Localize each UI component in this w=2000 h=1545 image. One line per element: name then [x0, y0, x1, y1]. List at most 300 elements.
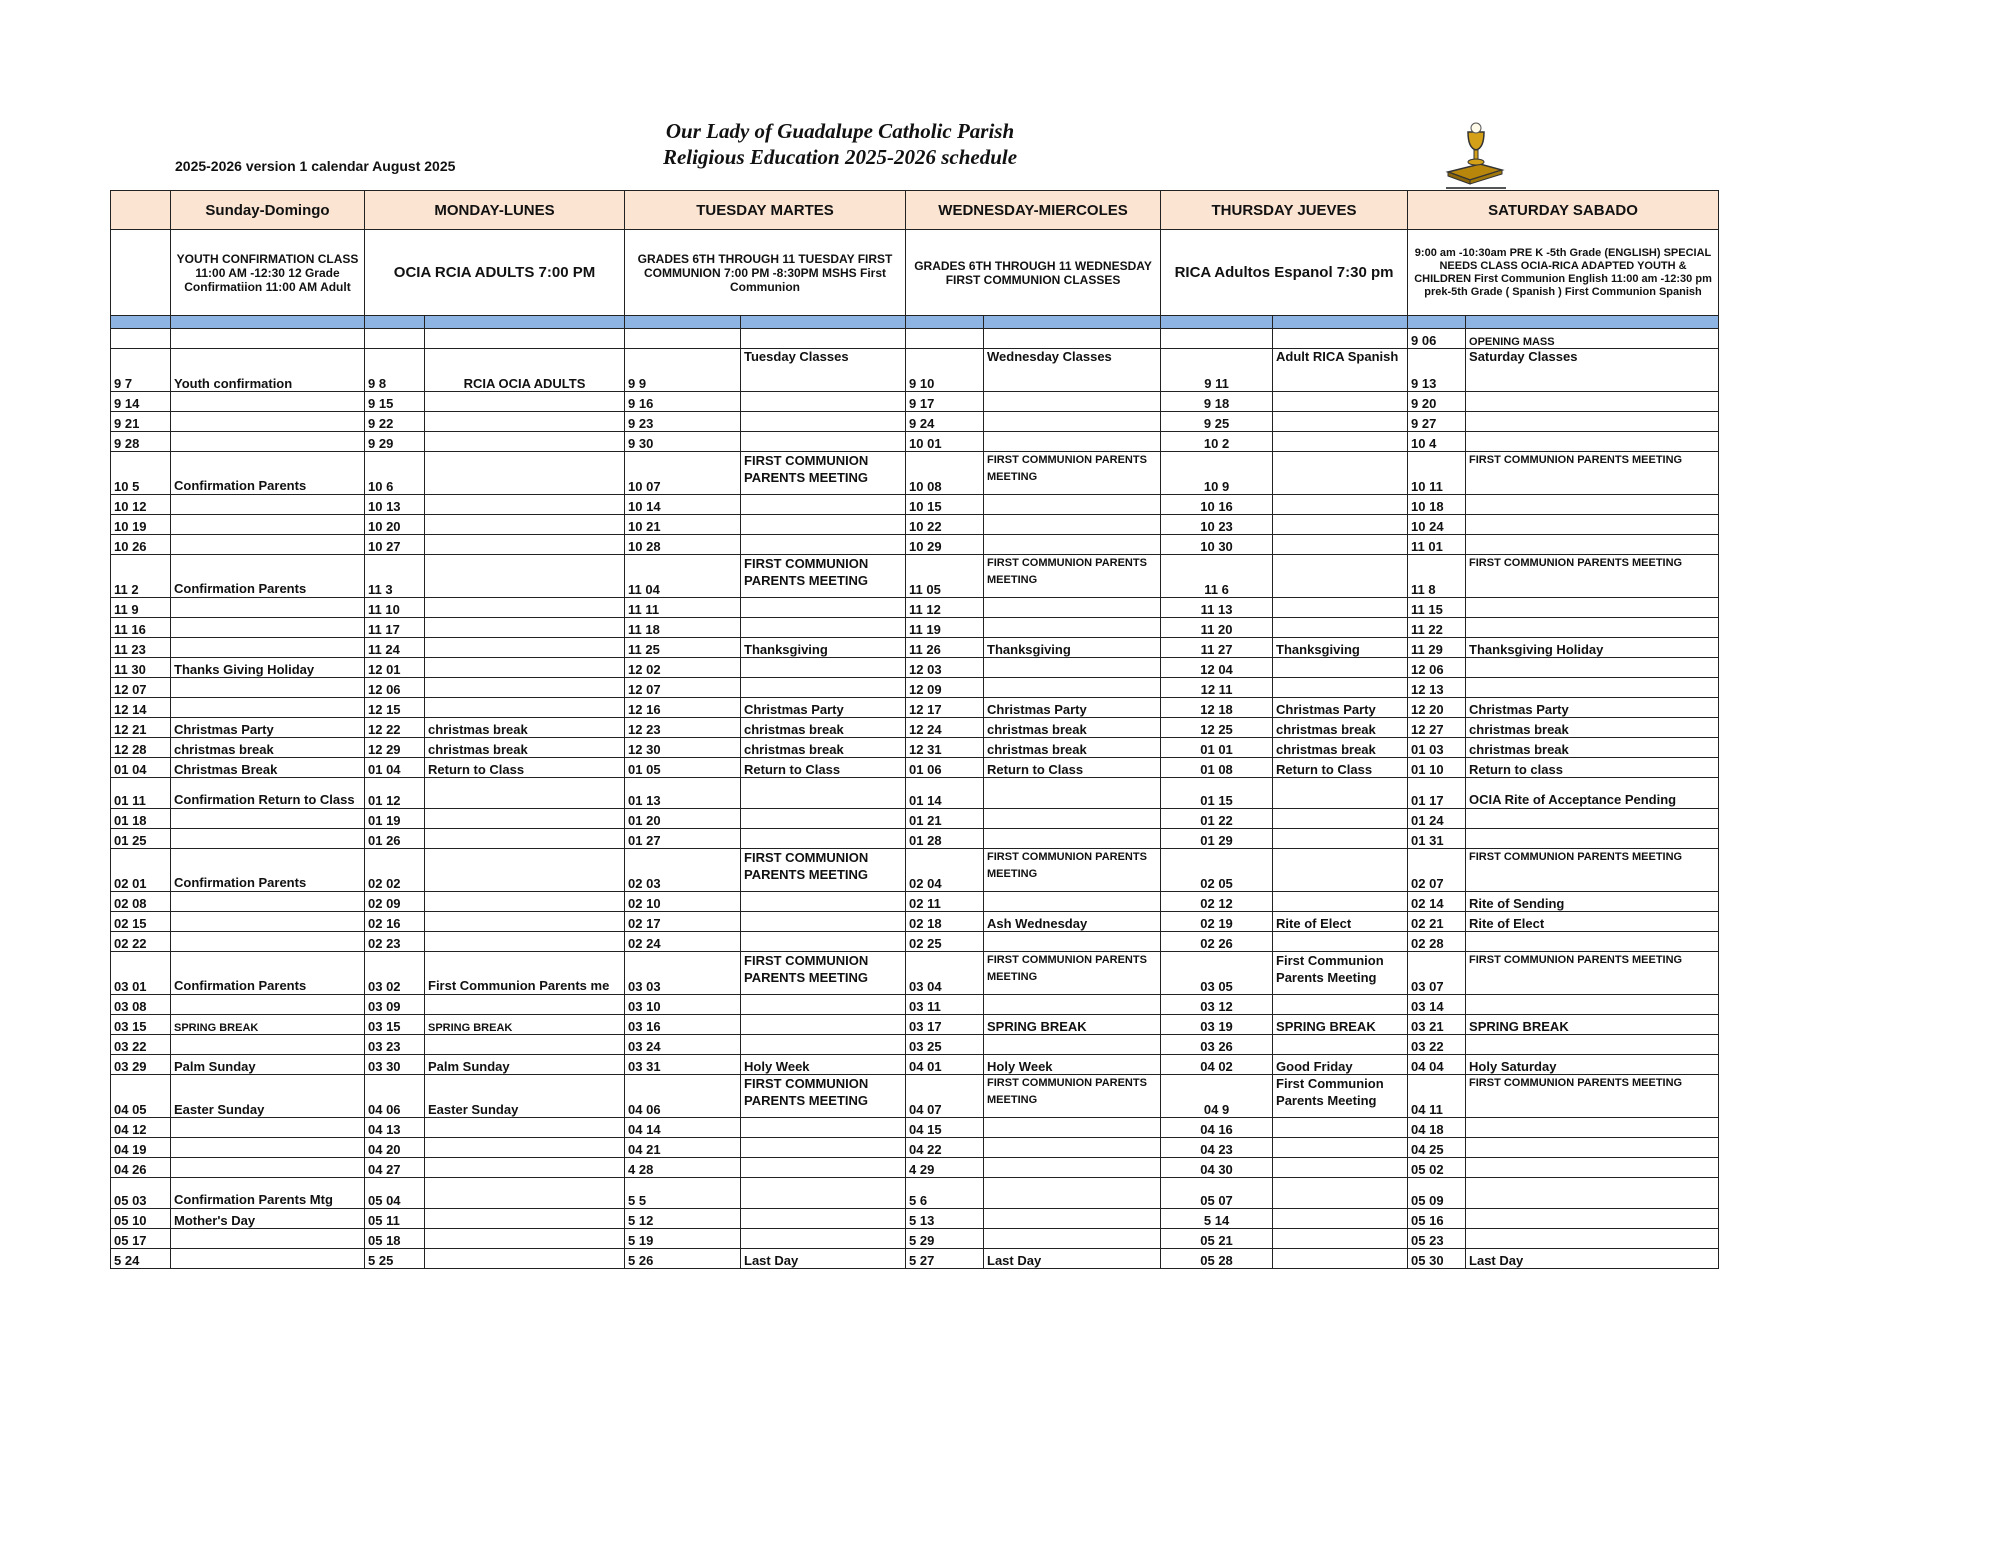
date-cell-tuesday: 12 02 [625, 658, 741, 678]
date-cell-tuesday: 03 31 [625, 1055, 741, 1075]
event-cell-tuesday [741, 392, 906, 412]
event-cell-monday [425, 892, 625, 912]
date-cell-saturday: 11 8 [1408, 555, 1466, 598]
date-cell-saturday: 01 10 [1408, 758, 1466, 778]
date-cell-thursday: 04 23 [1161, 1138, 1273, 1158]
date-cell-monday: 03 09 [365, 995, 425, 1015]
date-cell-wednesday: 01 06 [906, 758, 984, 778]
event-cell-monday [425, 1118, 625, 1138]
table-row [111, 452, 1719, 495]
event-cell-sunday [171, 698, 365, 718]
date-cell-wednesday: 02 25 [906, 932, 984, 952]
event-cell-sunday: Confirmation Parents [171, 849, 365, 892]
header-row [111, 191, 1719, 230]
event-cell-wednesday [984, 535, 1161, 555]
event-cell-wednesday [984, 809, 1161, 829]
event-cell-saturday [1466, 1118, 1719, 1138]
event-cell-thursday [1273, 452, 1408, 495]
date-cell-wednesday: 04 01 [906, 1055, 984, 1075]
event-cell-thursday [1273, 658, 1408, 678]
date-cell-monday: 9 8 [365, 349, 425, 392]
date-cell-saturday: 12 06 [1408, 658, 1466, 678]
event-cell-saturday: Rite of Sending [1466, 892, 1719, 912]
event-cell-tuesday [741, 495, 906, 515]
date-cell-tuesday: 02 17 [625, 912, 741, 932]
date-cell-wednesday: 12 09 [906, 678, 984, 698]
table-row [111, 555, 1719, 598]
event-cell-saturday [1466, 1158, 1719, 1178]
date-cell-monday: 11 3 [365, 555, 425, 598]
table-row [111, 829, 1719, 849]
event-cell-monday: RCIA OCIA ADULTS [425, 349, 625, 392]
table-row [111, 1055, 1719, 1075]
event-cell-tuesday [741, 778, 906, 809]
event-cell-tuesday [741, 1178, 906, 1209]
event-cell-thursday [1273, 495, 1408, 515]
date-cell-tuesday: 4 28 [625, 1158, 741, 1178]
event-cell-tuesday [741, 932, 906, 952]
date-cell-saturday: 02 28 [1408, 932, 1466, 952]
date-cell-sunday: 11 30 [111, 658, 171, 678]
date-cell-monday: 10 6 [365, 452, 425, 495]
table-row [111, 392, 1719, 412]
schedule-table [110, 190, 1719, 1269]
date-cell-saturday: 01 17 [1408, 778, 1466, 809]
event-cell-monday [425, 392, 625, 412]
date-cell-sunday: 11 9 [111, 598, 171, 618]
event-cell-sunday [171, 412, 365, 432]
date-cell-tuesday: 9 23 [625, 412, 741, 432]
date-cell-wednesday: 01 21 [906, 809, 984, 829]
date-cell-tuesday: 11 25 [625, 638, 741, 658]
date-cell-monday: 01 04 [365, 758, 425, 778]
event-cell-saturday: FIRST COMMUNION PARENTS MEETING [1466, 1075, 1719, 1118]
date-cell-saturday: 01 03 [1408, 738, 1466, 758]
date-cell-wednesday: 03 11 [906, 995, 984, 1015]
event-cell-thursday [1273, 392, 1408, 412]
date-cell-sunday: 02 01 [111, 849, 171, 892]
date-cell-thursday: 12 11 [1161, 678, 1273, 698]
event-cell-monday: christmas break [425, 738, 625, 758]
date-cell-saturday: 10 18 [1408, 495, 1466, 515]
event-cell-wednesday [984, 392, 1161, 412]
date-cell-tuesday: 02 03 [625, 849, 741, 892]
date-cell-sunday: 9 7 [111, 349, 171, 392]
date-cell-tuesday: 5 12 [625, 1209, 741, 1229]
date-cell-monday: 01 19 [365, 809, 425, 829]
event-cell-wednesday [984, 1158, 1161, 1178]
table-row [111, 349, 1719, 392]
date-cell-sunday: 9 28 [111, 432, 171, 452]
event-cell-tuesday [741, 912, 906, 932]
date-cell-sunday: 04 26 [111, 1158, 171, 1178]
event-cell-monday [425, 555, 625, 598]
event-cell-monday [425, 995, 625, 1015]
date-cell-wednesday: 10 22 [906, 515, 984, 535]
event-cell-wednesday [984, 432, 1161, 452]
event-cell-saturday: Return to class [1466, 758, 1719, 778]
date-cell-wednesday: 11 19 [906, 618, 984, 638]
date-cell-sunday: 10 26 [111, 535, 171, 555]
date-cell-sunday: 11 23 [111, 638, 171, 658]
event-cell-monday [425, 1178, 625, 1209]
event-cell-monday [425, 1158, 625, 1178]
date-cell-tuesday: 03 10 [625, 995, 741, 1015]
date-cell-wednesday: 02 11 [906, 892, 984, 912]
event-cell-sunday: Thanks Giving Holiday [171, 658, 365, 678]
event-cell-thursday: Return to Class [1273, 758, 1408, 778]
date-cell-thursday: 05 07 [1161, 1178, 1273, 1209]
event-cell-wednesday [984, 678, 1161, 698]
event-cell-wednesday [984, 1118, 1161, 1138]
event-cell-thursday [1273, 1178, 1408, 1209]
event-cell-saturday: Last Day [1466, 1249, 1719, 1269]
event-cell-sunday [171, 495, 365, 515]
version-note: 2025-2026 version 1 calendar August 2025 [175, 158, 456, 174]
event-cell-tuesday [741, 535, 906, 555]
event-cell-saturday: OPENING MASS [1466, 329, 1719, 349]
date-cell-thursday: 5 14 [1161, 1209, 1273, 1229]
date-cell-sunday: 01 11 [111, 778, 171, 809]
event-cell-thursday: Christmas Party [1273, 698, 1408, 718]
event-cell-tuesday: Holy Week [741, 1055, 906, 1075]
table-row [111, 432, 1719, 452]
event-cell-thursday [1273, 515, 1408, 535]
header-wednesday: WEDNESDAY-MIERCOLES [906, 191, 1161, 230]
event-cell-thursday [1273, 1209, 1408, 1229]
date-cell-thursday: 10 23 [1161, 515, 1273, 535]
table-row [111, 535, 1719, 555]
event-cell-sunday [171, 1229, 365, 1249]
date-cell-thursday: 02 12 [1161, 892, 1273, 912]
event-cell-tuesday [741, 618, 906, 638]
date-cell-wednesday: 9 10 [906, 349, 984, 392]
desc-saturday: 9:00 am -10:30am PRE K -5th Grade (ENGLISH) SPECIAL NEEDS CLASS OCIA-RICA ADAPTED YOUTH & CHILDREN First Communion English 11:00 am -12:30 pm prek-5th Grade ( Spanish ) First Communion Spanish [1408, 230, 1719, 316]
event-cell-saturday: SPRING BREAK [1466, 1015, 1719, 1035]
event-cell-sunday [171, 1249, 365, 1269]
event-cell-saturday [1466, 392, 1719, 412]
date-cell-monday: 9 15 [365, 392, 425, 412]
event-cell-wednesday: christmas break [984, 718, 1161, 738]
date-cell-tuesday: 11 04 [625, 555, 741, 598]
event-cell-monday [425, 638, 625, 658]
event-cell-sunday [171, 1138, 365, 1158]
date-cell-sunday: 01 25 [111, 829, 171, 849]
event-cell-saturday [1466, 658, 1719, 678]
date-cell-saturday: 11 29 [1408, 638, 1466, 658]
date-cell-monday: 10 27 [365, 535, 425, 555]
event-cell-saturday: christmas break [1466, 738, 1719, 758]
date-cell-thursday: 04 30 [1161, 1158, 1273, 1178]
event-cell-thursday: christmas break [1273, 718, 1408, 738]
event-cell-sunday: Easter Sunday [171, 1075, 365, 1118]
table-row [111, 329, 1719, 349]
date-cell-thursday: 04 16 [1161, 1118, 1273, 1138]
date-cell-thursday: 02 19 [1161, 912, 1273, 932]
date-cell-sunday: 01 18 [111, 809, 171, 829]
event-cell-wednesday: FIRST COMMUNION PARENTS MEETING [984, 1075, 1161, 1118]
event-cell-monday: Easter Sunday [425, 1075, 625, 1118]
event-cell-wednesday: FIRST COMMUNION PARENTS MEETING [984, 555, 1161, 598]
event-cell-monday [425, 778, 625, 809]
table-row [111, 1249, 1719, 1269]
table-row [111, 738, 1719, 758]
date-cell-wednesday: 5 13 [906, 1209, 984, 1229]
date-cell-tuesday: 04 06 [625, 1075, 741, 1118]
event-cell-monday [425, 932, 625, 952]
date-cell-sunday: 12 28 [111, 738, 171, 758]
date-cell-tuesday: 10 28 [625, 535, 741, 555]
date-cell-monday: 12 22 [365, 718, 425, 738]
table-row [111, 678, 1719, 698]
date-cell-tuesday: 01 20 [625, 809, 741, 829]
date-cell-tuesday: 11 11 [625, 598, 741, 618]
event-cell-thursday [1273, 995, 1408, 1015]
event-cell-sunday: Youth confirmation [171, 349, 365, 392]
event-cell-sunday: Confirmation Return to Class [171, 778, 365, 809]
event-cell-wednesday: FIRST COMMUNION PARENTS MEETING [984, 952, 1161, 995]
date-cell-monday: 02 02 [365, 849, 425, 892]
date-cell-wednesday: 03 25 [906, 1035, 984, 1055]
event-cell-monday [425, 598, 625, 618]
date-cell-monday: 10 20 [365, 515, 425, 535]
table-row [111, 718, 1719, 738]
date-cell-wednesday: 02 18 [906, 912, 984, 932]
table-row [111, 1035, 1719, 1055]
event-cell-saturday [1466, 995, 1719, 1015]
date-cell-monday: 04 27 [365, 1158, 425, 1178]
date-cell-sunday: 05 17 [111, 1229, 171, 1249]
date-cell-saturday: 02 14 [1408, 892, 1466, 912]
event-cell-sunday: christmas break [171, 738, 365, 758]
event-cell-tuesday [741, 432, 906, 452]
date-cell-tuesday: 02 24 [625, 932, 741, 952]
event-cell-monday [425, 1229, 625, 1249]
event-cell-wednesday: SPRING BREAK [984, 1015, 1161, 1035]
date-cell-saturday: 12 13 [1408, 678, 1466, 698]
event-cell-wednesday: Ash Wednesday [984, 912, 1161, 932]
date-cell-tuesday: 9 30 [625, 432, 741, 452]
date-cell-monday: 02 16 [365, 912, 425, 932]
event-cell-monday [425, 1209, 625, 1229]
event-cell-wednesday: FIRST COMMUNION PARENTS MEETING [984, 849, 1161, 892]
date-cell-thursday: 11 20 [1161, 618, 1273, 638]
date-cell-monday: 04 20 [365, 1138, 425, 1158]
date-cell-wednesday: 03 04 [906, 952, 984, 995]
date-cell-wednesday: 03 17 [906, 1015, 984, 1035]
date-cell-wednesday: 9 24 [906, 412, 984, 432]
date-cell-monday: 11 10 [365, 598, 425, 618]
date-cell-monday: 11 24 [365, 638, 425, 658]
date-cell-thursday: 04 9 [1161, 1075, 1273, 1118]
header-monday: MONDAY-LUNES [365, 191, 625, 230]
table-row [111, 758, 1719, 778]
event-cell-wednesday [984, 515, 1161, 535]
table-row [111, 1015, 1719, 1035]
event-cell-sunday [171, 892, 365, 912]
date-cell-monday: 04 06 [365, 1075, 425, 1118]
date-cell-sunday: 11 2 [111, 555, 171, 598]
event-cell-sunday [171, 932, 365, 952]
date-cell-wednesday: 04 15 [906, 1118, 984, 1138]
table-row [111, 849, 1719, 892]
header-saturday: SATURDAY SABADO [1408, 191, 1719, 230]
table-row [111, 952, 1719, 995]
date-cell-sunday: 03 08 [111, 995, 171, 1015]
date-cell-thursday: 03 05 [1161, 952, 1273, 995]
date-cell-monday: 12 01 [365, 658, 425, 678]
event-cell-wednesday [984, 1178, 1161, 1209]
event-cell-saturday [1466, 515, 1719, 535]
date-cell-thursday: 12 18 [1161, 698, 1273, 718]
date-cell-saturday: 9 27 [1408, 412, 1466, 432]
event-cell-saturday [1466, 412, 1719, 432]
date-cell-sunday: 04 19 [111, 1138, 171, 1158]
event-cell-sunday: Mother's Day [171, 1209, 365, 1229]
event-cell-thursday [1273, 329, 1408, 349]
event-cell-monday: Return to Class [425, 758, 625, 778]
date-cell-monday: 03 23 [365, 1035, 425, 1055]
date-cell-tuesday: 12 23 [625, 718, 741, 738]
date-cell-tuesday: 10 07 [625, 452, 741, 495]
event-cell-saturday: OCIA Rite of Acceptance Pending [1466, 778, 1719, 809]
date-cell-sunday: 03 01 [111, 952, 171, 995]
date-cell-sunday: 04 12 [111, 1118, 171, 1138]
date-cell-tuesday: 11 18 [625, 618, 741, 638]
event-cell-monday [425, 912, 625, 932]
event-cell-saturday [1466, 432, 1719, 452]
date-cell-sunday [111, 329, 171, 349]
event-cell-tuesday: Return to Class [741, 758, 906, 778]
description-row [111, 230, 1719, 316]
header-tuesday: TUESDAY MARTES [625, 191, 906, 230]
event-cell-wednesday [984, 995, 1161, 1015]
date-cell-sunday: 02 22 [111, 932, 171, 952]
event-cell-wednesday [984, 412, 1161, 432]
table-row [111, 1229, 1719, 1249]
date-cell-saturday: 10 24 [1408, 515, 1466, 535]
date-cell-monday: 02 23 [365, 932, 425, 952]
table-row [111, 495, 1719, 515]
table-row [111, 658, 1719, 678]
event-cell-tuesday [741, 995, 906, 1015]
event-cell-thursday: SPRING BREAK [1273, 1015, 1408, 1035]
event-cell-monday [425, 618, 625, 638]
event-cell-sunday [171, 618, 365, 638]
date-cell-wednesday: 04 07 [906, 1075, 984, 1118]
date-cell-saturday: 04 04 [1408, 1055, 1466, 1075]
event-cell-wednesday: Holy Week [984, 1055, 1161, 1075]
date-cell-sunday: 10 12 [111, 495, 171, 515]
table-row [111, 515, 1719, 535]
date-cell-wednesday: 04 22 [906, 1138, 984, 1158]
date-cell-saturday: 10 11 [1408, 452, 1466, 495]
date-cell-tuesday: 04 21 [625, 1138, 741, 1158]
event-cell-sunday [171, 535, 365, 555]
event-cell-tuesday [741, 1118, 906, 1138]
date-cell-tuesday: 10 21 [625, 515, 741, 535]
date-cell-thursday: 03 19 [1161, 1015, 1273, 1035]
date-cell-monday: 03 02 [365, 952, 425, 995]
date-cell-thursday: 11 6 [1161, 555, 1273, 598]
event-cell-thursday [1273, 809, 1408, 829]
event-cell-wednesday [984, 829, 1161, 849]
event-cell-saturday [1466, 535, 1719, 555]
event-cell-monday [425, 452, 625, 495]
event-cell-thursday [1273, 932, 1408, 952]
event-cell-wednesday [984, 329, 1161, 349]
date-cell-monday: 12 29 [365, 738, 425, 758]
date-cell-monday: 01 12 [365, 778, 425, 809]
date-cell-monday: 11 17 [365, 618, 425, 638]
event-cell-thursday [1273, 778, 1408, 809]
event-cell-saturday [1466, 598, 1719, 618]
event-cell-sunday: Christmas Party [171, 718, 365, 738]
date-cell-monday: 12 06 [365, 678, 425, 698]
event-cell-sunday: SPRING BREAK [171, 1015, 365, 1035]
event-cell-saturday: Christmas Party [1466, 698, 1719, 718]
event-cell-saturday: Thanksgiving Holiday [1466, 638, 1719, 658]
event-cell-sunday: Confirmation Parents [171, 952, 365, 995]
event-cell-wednesday [984, 932, 1161, 952]
date-cell-wednesday: 9 17 [906, 392, 984, 412]
event-cell-tuesday [741, 829, 906, 849]
event-cell-sunday: Palm Sunday [171, 1055, 365, 1075]
event-cell-wednesday: Wednesday Classes [984, 349, 1161, 392]
date-cell-saturday: 12 20 [1408, 698, 1466, 718]
event-cell-tuesday: christmas break [741, 738, 906, 758]
table-row [111, 698, 1719, 718]
event-cell-monday [425, 412, 625, 432]
date-cell-wednesday: 4 29 [906, 1158, 984, 1178]
divider-row [111, 316, 1719, 329]
event-cell-saturday [1466, 1178, 1719, 1209]
date-cell-wednesday: 5 29 [906, 1229, 984, 1249]
desc-tuesday: GRADES 6TH THROUGH 11 TUESDAY FIRST COMMUNION 7:00 PM -8:30PM MSHS First Communion [625, 230, 906, 316]
date-cell-monday: 5 25 [365, 1249, 425, 1269]
event-cell-wednesday [984, 1209, 1161, 1229]
date-cell-sunday: 10 5 [111, 452, 171, 495]
event-cell-thursday: Rite of Elect [1273, 912, 1408, 932]
table-row [111, 618, 1719, 638]
date-cell-thursday: 04 02 [1161, 1055, 1273, 1075]
event-cell-wednesday: FIRST COMMUNION PARENTS MEETING [984, 452, 1161, 495]
date-cell-tuesday: 03 03 [625, 952, 741, 995]
date-cell-sunday: 02 15 [111, 912, 171, 932]
event-cell-sunday [171, 995, 365, 1015]
date-cell-monday: 01 26 [365, 829, 425, 849]
event-cell-wednesday [984, 618, 1161, 638]
event-cell-sunday: Confirmation Parents Mtg [171, 1178, 365, 1209]
date-cell-saturday: 11 22 [1408, 618, 1466, 638]
event-cell-sunday: Confirmation Parents [171, 452, 365, 495]
date-cell-wednesday: 12 17 [906, 698, 984, 718]
chalice-book-icon [1440, 120, 1510, 190]
table-row [111, 809, 1719, 829]
date-cell-sunday: 03 15 [111, 1015, 171, 1035]
date-cell-saturday: 05 23 [1408, 1229, 1466, 1249]
event-cell-thursday: First Communion Parents Meeting [1273, 1075, 1408, 1118]
table-row [111, 638, 1719, 658]
date-cell-saturday: 01 24 [1408, 809, 1466, 829]
event-cell-thursday [1273, 598, 1408, 618]
event-cell-sunday [171, 678, 365, 698]
event-cell-monday: christmas break [425, 718, 625, 738]
event-cell-tuesday: FIRST COMMUNION PARENTS MEETING [741, 849, 906, 892]
date-cell-saturday: 12 27 [1408, 718, 1466, 738]
date-cell-saturday: 03 21 [1408, 1015, 1466, 1035]
event-cell-saturday [1466, 829, 1719, 849]
